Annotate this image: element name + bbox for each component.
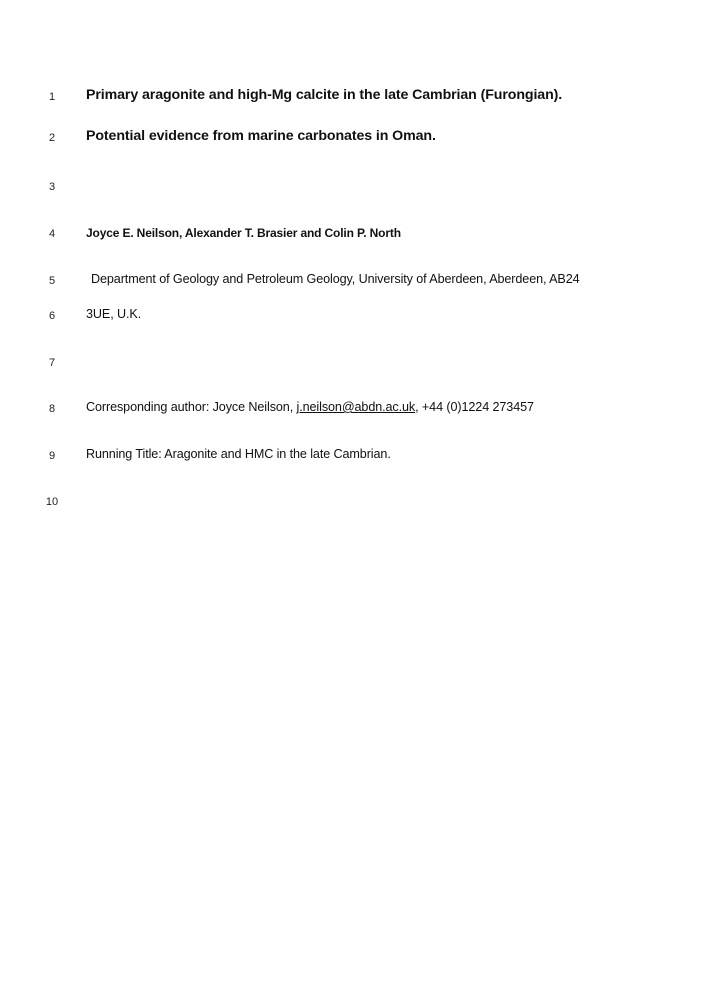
line-number: 2	[48, 132, 56, 144]
author-phone: , +44 (0)1224 273457	[415, 400, 534, 414]
corresponding-author	[86, 400, 687, 414]
line-8	[0, 397, 707, 421]
paper-title-line-1: Primary aragonite and high-Mg calcite in the late Cambrian (Furongian).	[86, 87, 563, 103]
affiliation-line-2: 3UE, U.K.	[86, 307, 142, 321]
author-list: Joyce E. Neilson, Alexander T. Brasier and Colin P. North	[86, 226, 401, 240]
line-number: 9	[48, 450, 56, 462]
line-9	[0, 444, 707, 468]
line-5	[0, 269, 707, 293]
line-number: 8	[48, 403, 56, 415]
line-6	[0, 304, 707, 328]
paper-title-line-2: Potential evidence from marine carbonates in Oman.	[86, 128, 436, 144]
line-number: 5	[48, 275, 56, 287]
line-2	[0, 126, 707, 150]
line-1	[0, 85, 707, 109]
author-email-link[interactable]: j.neilson@abdn.ac.uk	[296, 400, 416, 414]
affiliation-line-1: Department of Geology and Petroleum Geology, University of Aberdeen, Aberdeen, AB24	[91, 272, 580, 286]
line-10	[0, 490, 707, 514]
corresponding-author-label: Corresponding author: Joyce Neilson,	[86, 400, 297, 414]
line-number: 4	[48, 228, 56, 240]
line-7	[0, 351, 707, 375]
line-3	[0, 175, 707, 199]
line-number: 7	[48, 357, 56, 369]
line-number: 3	[48, 181, 56, 193]
line-number: 10	[45, 496, 59, 508]
line-number: 6	[48, 310, 56, 322]
line-number: 1	[48, 91, 56, 103]
running-title: Running Title: Aragonite and HMC in the late Cambrian.	[86, 447, 391, 461]
line-4	[0, 222, 707, 246]
